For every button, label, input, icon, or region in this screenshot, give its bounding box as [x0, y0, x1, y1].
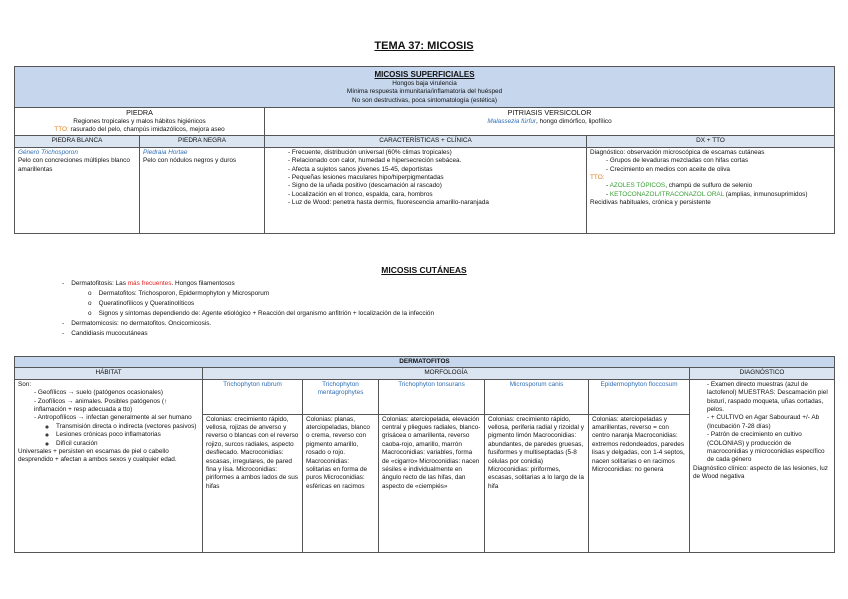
pitiriasis-cell	[265, 108, 835, 136]
tto-list	[590, 182, 831, 199]
habitat-list	[18, 389, 199, 423]
azoles-text: AZOLES TÓPICOS	[609, 182, 666, 190]
subitem-text: Dermatofitos: Trichosporon, Epidermophyton y Microsporum	[98, 290, 270, 297]
caracteristicas-cell	[265, 147, 587, 233]
caracteristica-item: - Relacionado con calor, humedad e hipersecreción sebácea.	[288, 157, 583, 165]
item-text: Dermatomicosis: no dermatofitos. Oncicomicosis.	[71, 320, 212, 327]
superficiales-header	[15, 67, 835, 108]
dx-item: - Grupos de levaduras mezcladas con hifas cortas	[606, 157, 831, 165]
species-desc: Colonias: planas, aterciopeladas, blanco o crema, reverso con pigmento amarillo, rosado o rojo. Macroconidias: solitarias en forma de puros Microconidias: esféricas en racimos	[303, 414, 379, 552]
page-title: TEMA 37: MICOSIS	[374, 40, 474, 52]
superficiales-line: Mínima respuesta inmunitaria/inflamatoria del huésped	[346, 88, 503, 96]
pitiriasis-agent	[268, 118, 831, 126]
morfologia-header: MORFOLOGÍA	[203, 368, 690, 379]
subitem-text: Signos y síntomas dependiendo de: Agente etiológico + Reacción del organismo anfitrión + localización de la infección	[98, 310, 435, 317]
habitat-subitem: ◦ Difícil curación	[56, 440, 199, 448]
dermatofitos-table	[14, 356, 835, 553]
habitat-item: - Geofílicos → suelo (patógenos ocasionales)	[34, 389, 199, 397]
habitat-cell	[15, 379, 203, 552]
derm-red: más frecuentes	[127, 280, 172, 287]
tto-label: TTO:	[54, 126, 69, 134]
habitat-intro: Son:	[18, 380, 32, 388]
piedraia-name: Piedraia Hortae	[143, 148, 188, 156]
tto-item-rest: (amplias, inmunosuprimidos)	[724, 190, 808, 198]
item-text: Candidiasis mucocutáneas	[71, 330, 148, 337]
species-header: Microsporum canis	[485, 379, 589, 414]
dx-list	[590, 157, 831, 174]
habitat-subitem: ◦ Lesiones crónicas poco inflamatorias	[56, 431, 199, 439]
habitat-item: - Zoofílicos → animales. Posibles patógenos (↑ inflamación + resp adecuada a tto)	[34, 398, 199, 415]
species-header: Trichophyton tonsurans	[379, 379, 485, 414]
agent-desc: , hongo dimórfico, lipofílico	[536, 117, 612, 125]
habitat-subitem: ◦ Transmisión directa o indirecta (vectores pasivos)	[56, 423, 199, 431]
cutaneas-item: - Dermatomicosis: no dermatofitos. Oncicomicosis.	[62, 320, 212, 327]
tto-item-rest: , champú de sulfuro de selenio	[665, 182, 753, 190]
caracteristica-item: - Signo de la uñada positivo (descamación al rascado)	[288, 182, 583, 190]
ketoconazol-text: KETOCONAZOL/ITRACONAZOL ORAL	[609, 190, 725, 198]
tto-label-pv: TTO:	[590, 174, 605, 182]
piedra-blanca-header: PIEDRA BLANCA	[15, 136, 140, 147]
species-desc: Colonias: crecimiento rápido, vellosa, periferia radial y rizoidal y pigmento limón Macroconidias: abundantes, de paredes gruesas, fusiformes y multiseptadas (5-8 células por conidia) Microconidias: piriformes, escasas, solitarias a lo largo de la hifa	[485, 414, 589, 552]
diag-item: - Patrón de crecimiento en cultivo (COLONIAS) y producción de macroconidias y microconidias específico de cada género	[707, 431, 831, 465]
piedra-negra-desc: Pelo con nódulos negros y duros	[143, 157, 237, 165]
diag-list	[693, 381, 831, 465]
piedra-blanca-desc: Pelo con concreciones múltiples blanco amarillentas	[18, 157, 130, 173]
caracteristica-item: - Afecta a sujetos sanos jóvenes 15-45, deportistas	[288, 166, 583, 174]
dx-intro: Diagnóstico: observación microscópica de escamas cutáneas	[590, 148, 765, 156]
dx-tto-cell	[587, 147, 835, 233]
piedra-negra-cell	[140, 147, 265, 233]
subitem-text: Queratinofílicos y Queratinolíticos	[98, 300, 195, 307]
derm-suffix: . Hongos filamentosos	[171, 280, 235, 287]
piedra-title: PIEDRA	[126, 108, 153, 118]
piedra-desc: Regiones tropicales y malos hábitos higiénicos	[73, 117, 206, 125]
species-header: Epidermophyton floccosum	[589, 379, 690, 414]
trichosporon-name: Género Trichosporon	[18, 148, 78, 156]
dx-item: - Crecimiento en medios con aceite de oliva	[606, 166, 831, 174]
tto-item	[606, 191, 831, 199]
dx-tto-header: DX + TTO	[587, 136, 835, 147]
superficiales-line: No son destructivas, poca sintomatología (estética)	[352, 96, 497, 104]
diag-item: - + CULTIVO en Agar Sabouraud +/- Ab (Incubación 7-28 días)	[707, 414, 831, 431]
habitat-header: HÁBITAT	[15, 368, 203, 379]
superficiales-line: Hongos baja virulencia	[392, 80, 457, 87]
pitiriasis-title: PITRIASIS VERSICOLOR	[507, 108, 592, 118]
species-desc: Colonias: aterciopeladas y amarillentas, reverso = con centro naranja Macroconidias: extremos redondeados, paredes lisas y delgadas, con 1-4 septos, nacen solitarias o en racimos Microconidias: no genera	[589, 414, 690, 552]
cutaneas-list	[62, 279, 802, 339]
species-header: Trichophyton mentagrophytes	[303, 379, 379, 414]
caracteristica-item: - Luz de Wood: penetra hasta dermis, fluorescencia amarillo-naranjada	[288, 199, 583, 207]
diag-item: - Examen directo muestras (azul de lactofenol) MUESTRAS: Descamación piel bisturí, raspado moqueta, uñas cortadas, pelos.	[707, 381, 831, 415]
caracteristica-item: - Pequeñas lesiones maculares hipo/hiperpigmentadas	[288, 174, 583, 182]
caracteristica-item: - Localización en el tronco, espalda, cara, hombros	[288, 191, 583, 199]
species-desc: Colonias: aterciopelada, elevación central y pliegues radiales, blanco-grisácea o amarillenta, reverso caoba-rojo, amarillo, marrón Macroconidias: variables, forma de «cigarro» Microconidias: nacen sésiles e individualmente en ángulo recto de las hifas, dan aspecto de «ciempiés»	[379, 414, 485, 552]
caracteristicas-header: CARACTERÍSTICAS + CLÍNICA	[265, 136, 587, 147]
cutaneas-subitem: o Dermatofitos: Trichosporon, Epidermophyton y Microsporum	[88, 290, 270, 297]
piedra-negra-header: PIEDRA NEGRA	[140, 136, 265, 147]
cutaneas-item: - Dermatofitosis: Las más frecuentes. Hongos filamentosos	[62, 280, 235, 287]
species-desc: Colonias: crecimiento rápido, vellosa, rojizas de anverso y reverso o blancas con el reverso rojizo, surcos radiales, aspecto desflecado. Macroconidias: escasas, irregulares, de pared fina y lisa. Microconidias: piriformes a ambos lados de sus hifas	[203, 414, 303, 552]
superficiales-title: MICOSIS SUPERFICIALES	[374, 70, 475, 79]
caracteristica-item: - Frecuente, distribución universal (60% climas tropicales)	[288, 149, 583, 157]
diagnostico-cell	[690, 379, 835, 552]
cutaneas-subitem: o Queratinofílicos y Queratinolíticos	[88, 300, 195, 307]
habitat-sublist	[18, 423, 199, 448]
tto-text: rasurado del pelo, champús imidazólicos, mejora aseo	[68, 126, 225, 134]
habitat-end: Universales + persisten en escamas de piel o cabello desprendido + afectan a ambos sexos y cualquier edad.	[18, 448, 177, 464]
diag-end: Diagnóstico clínico: aspecto de las lesiones, luz de Wood negativa	[693, 464, 828, 481]
species-header: Trichophyton rubrum	[203, 379, 303, 414]
dermatofitos-header: DERMATOFITOS	[15, 357, 835, 368]
cutaneas-item: - Candidiasis mucocutáneas	[62, 330, 148, 337]
piedra-tto	[18, 126, 261, 134]
diagnostico-header: DIAGNÓSTICO	[690, 368, 835, 379]
tto-item	[606, 182, 831, 190]
derm-prefix: Dermatofitosis: Las	[71, 280, 128, 287]
recidivas-text: Recidivas habituales, crónica y persistente	[590, 199, 711, 207]
cutaneas-title: MICOSIS CUTÁNEAS	[381, 265, 467, 275]
piedra-cell	[15, 108, 265, 136]
habitat-item: - Antropofílicos → infectan generalmente al ser humano	[34, 414, 199, 422]
cutaneas-subitem: o Signos y síntomas dependiendo de: Agente etiológico + Reacción del organismo anfitrión + localización de la infección	[88, 310, 435, 317]
piedra-blanca-cell	[15, 147, 140, 233]
malassezia-name: Malassezia fúrfur	[487, 117, 537, 125]
superficiales-table	[14, 66, 835, 234]
caracteristicas-list	[268, 149, 583, 208]
